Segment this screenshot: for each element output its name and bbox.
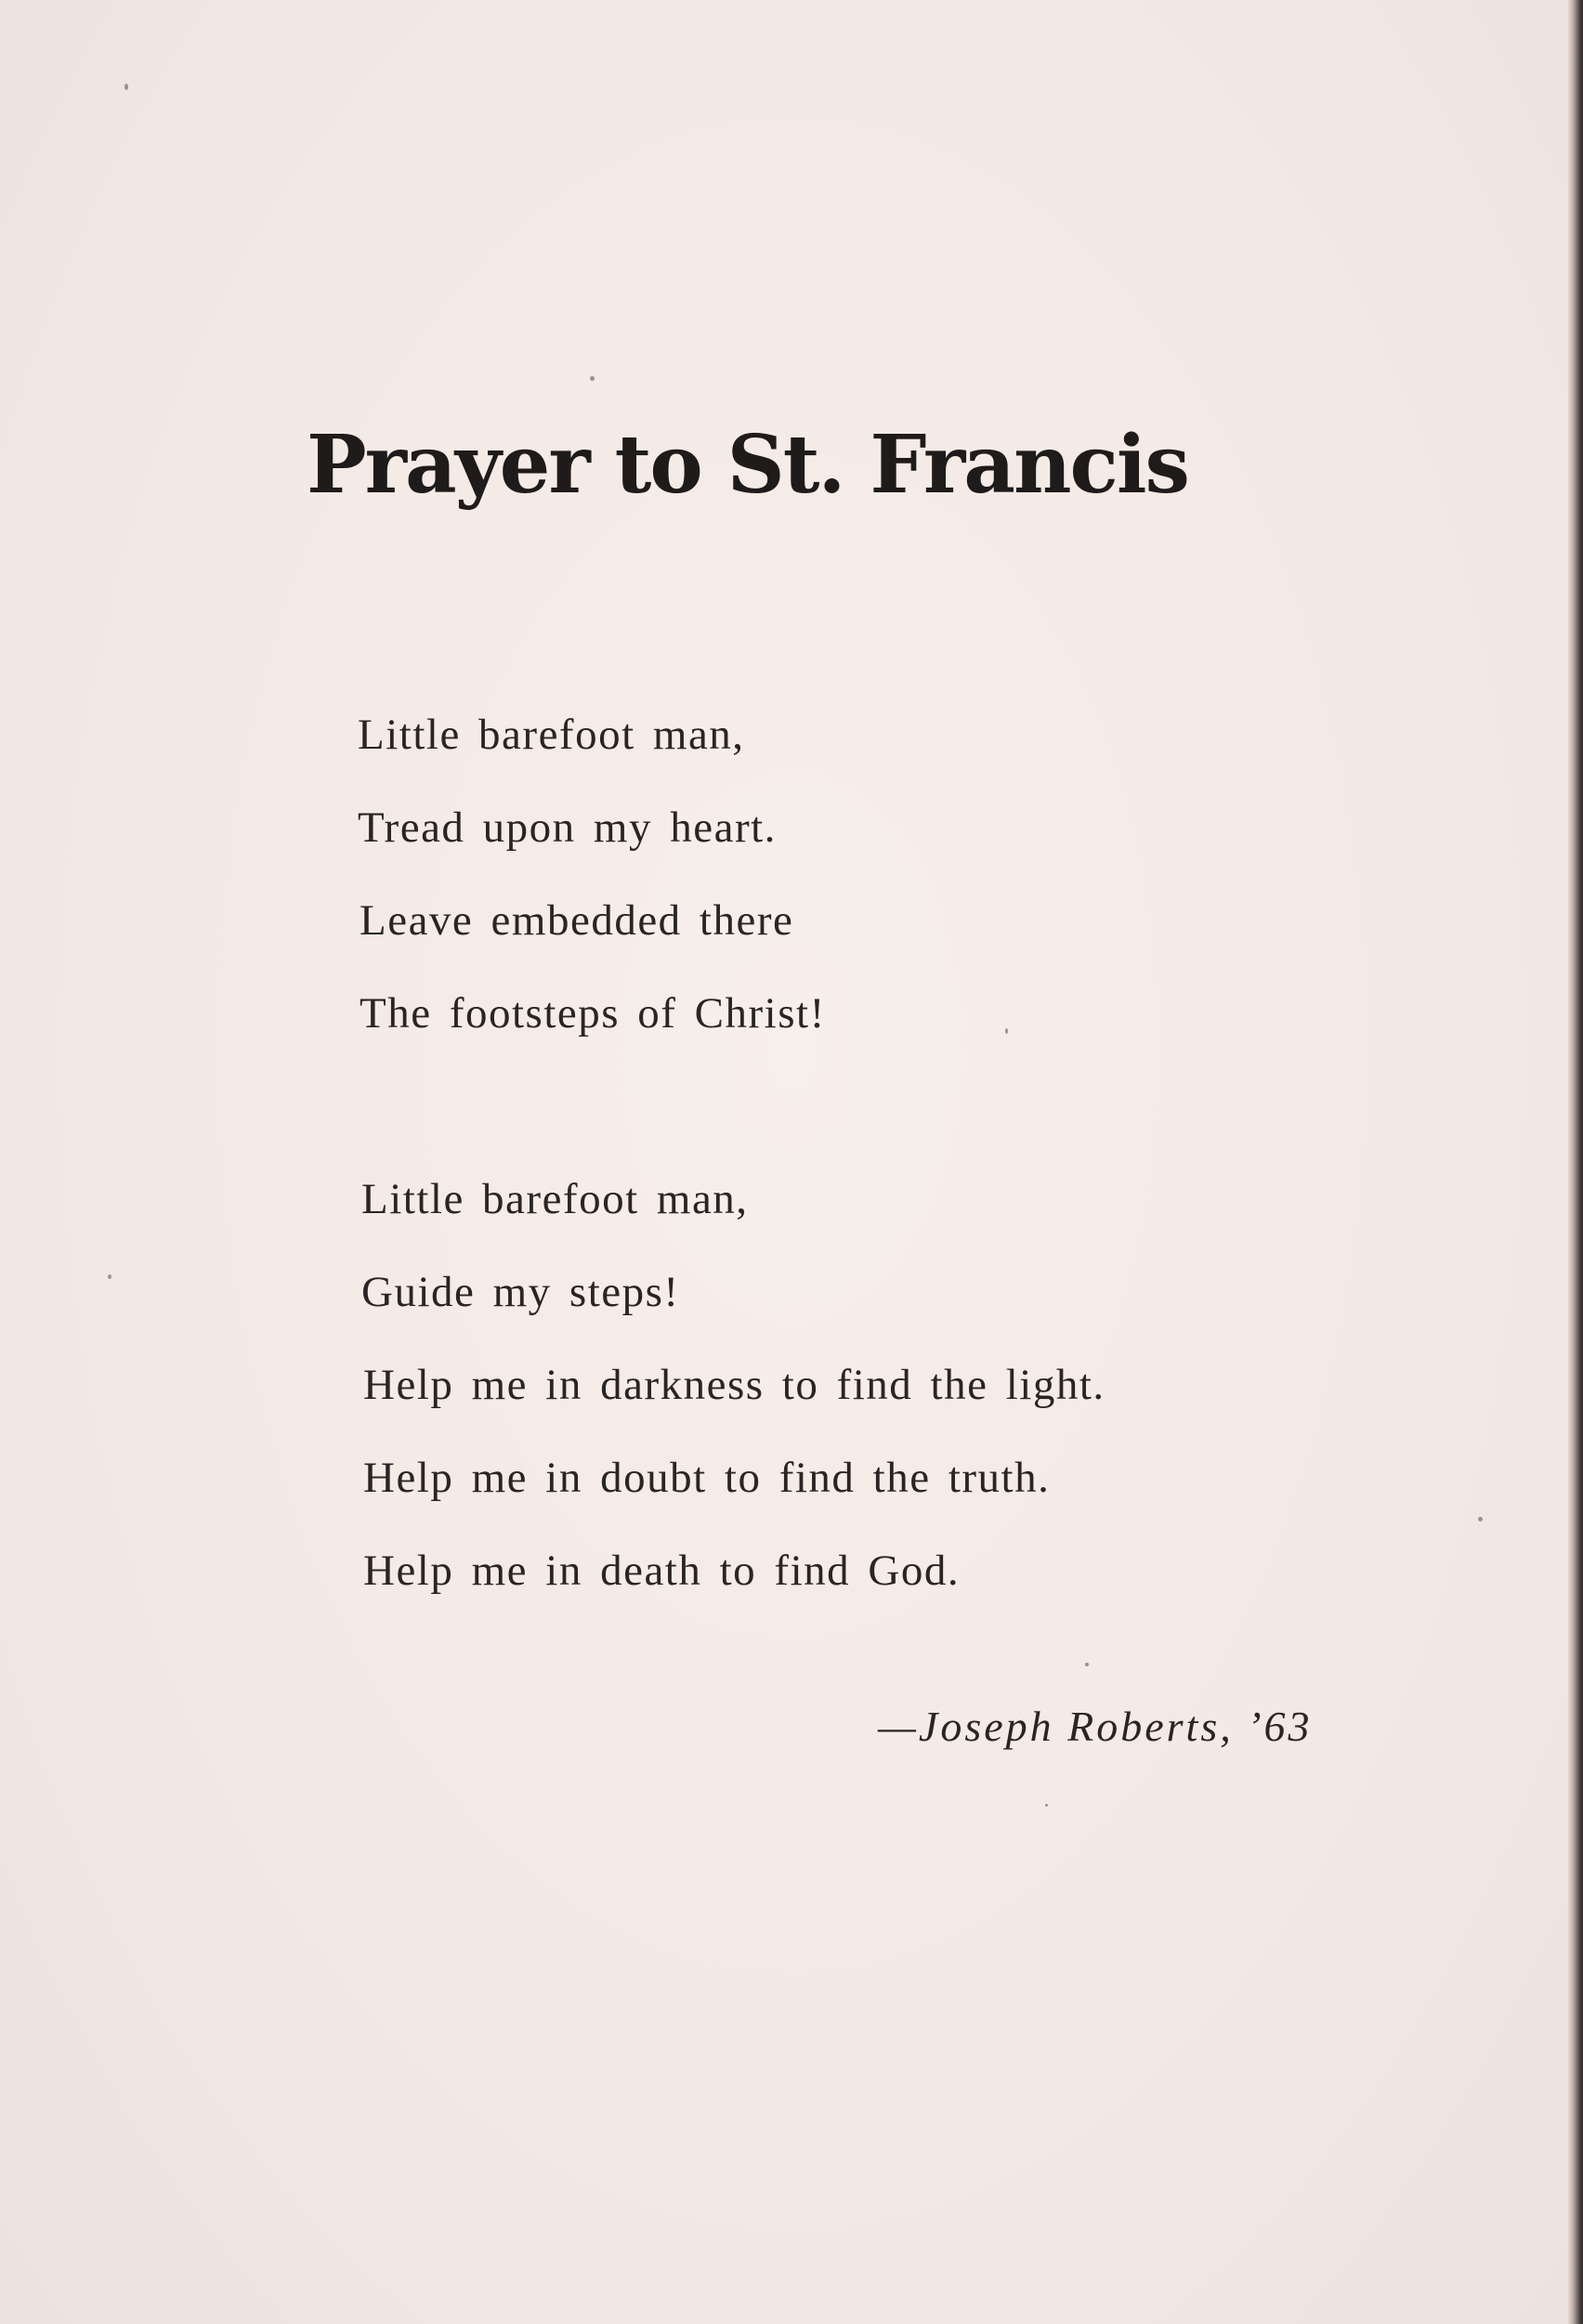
paper-speck xyxy=(1005,1028,1008,1034)
poem-line: Leave embedded there xyxy=(360,896,794,945)
paper-speck xyxy=(590,376,595,381)
paper-speck xyxy=(124,84,128,90)
poem-line: Guide my steps! xyxy=(361,1268,680,1316)
poem-line: The footsteps of Christ! xyxy=(360,989,826,1038)
paper-speck xyxy=(108,1274,111,1279)
poem-line: Help me in doubt to find the truth. xyxy=(363,1454,1051,1502)
poem-line: Tread upon my heart. xyxy=(358,803,777,852)
poem-line: Little barefoot man, xyxy=(361,1175,749,1223)
poem-line: Help me in darkness to find the light. xyxy=(363,1361,1105,1409)
poem-title: Prayer to St. Francis xyxy=(307,418,1188,512)
paper-speck xyxy=(1085,1663,1089,1666)
poem-line: Help me in death to find God. xyxy=(363,1547,961,1595)
paper-speck xyxy=(1478,1517,1483,1521)
page-edge-shadow xyxy=(1568,0,1583,2324)
poem-attribution: —Joseph Roberts, ’63 xyxy=(878,1703,1313,1750)
paper-speck xyxy=(1045,1804,1048,1807)
poem-line: Little barefoot man, xyxy=(358,711,745,759)
